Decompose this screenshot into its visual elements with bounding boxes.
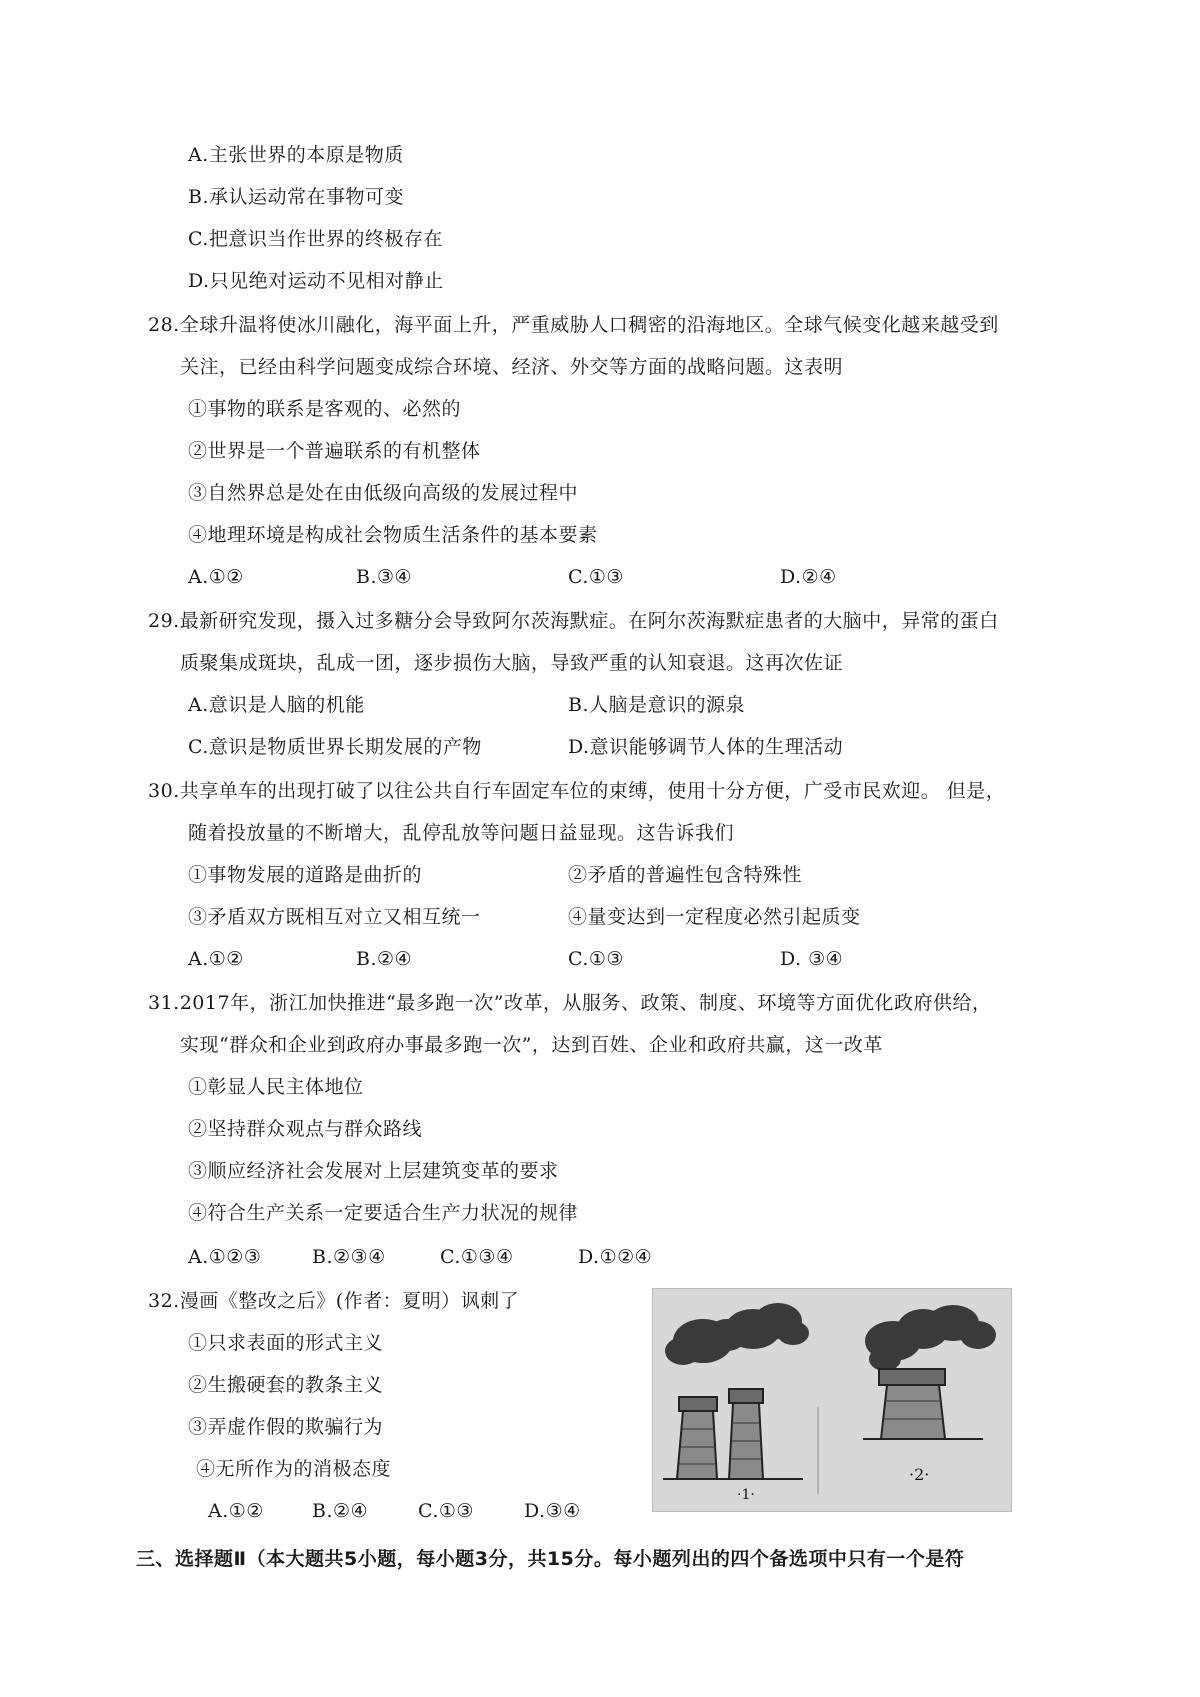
q30-choice-c: C.①③ [568, 948, 624, 970]
chimney-cartoon-illustration [653, 1289, 1011, 1511]
q28-stem-line1: 28.全球升温将使冰川融化，海平面上升，严重威胁人口稠密的沿海地区。全球气候变化越来越受到 [148, 314, 999, 336]
q31-choice-a: A.①②③ [188, 1246, 262, 1268]
q32-choice-d: D.③④ [524, 1500, 581, 1522]
section-heading: 三、选择题Ⅱ（本大题共5小题，每小题3分，共15分。每小题列出的四个备选项中只有一个是符 [136, 1548, 965, 1570]
q28-item-1: ①事物的联系是客观的、必然的 [188, 398, 462, 420]
cartoon-panel-2-label: ·2· [909, 1465, 930, 1484]
q28-item-3: ③自然界总是处在由低级向高级的发展过程中 [188, 482, 579, 504]
q28-choice-b: B.③④ [356, 566, 413, 588]
cartoon-image [652, 1288, 1012, 1512]
q32-item-1: ①只求表面的形式主义 [188, 1332, 384, 1354]
q32-stem: 32.漫画《整改之后》(作者：夏明）讽刺了 [148, 1290, 520, 1312]
q30-choice-d: D. ③④ [780, 948, 844, 970]
q27-option-d: D.只见绝对运动不见相对静止 [188, 270, 444, 292]
q31-item-3: ③顺应经济社会发展对上层建筑变革的要求 [188, 1160, 559, 1182]
q31-choice-d: D.①②④ [578, 1246, 653, 1268]
q31-item-2: ②坚持群众观点与群众路线 [188, 1118, 423, 1140]
q32-choice-c: C.①③ [418, 1500, 474, 1522]
q28-item-2: ②世界是一个普遍联系的有机整体 [188, 440, 481, 462]
q28-choice-c: C.①③ [568, 566, 624, 588]
q30-choice-a: A.①② [188, 948, 244, 970]
q30-item-1: ①事物发展的道路是曲折的 [188, 864, 423, 886]
q32-item-4: ④无所作为的消极态度 [196, 1458, 392, 1480]
q28-choice-d: D.②④ [780, 566, 837, 588]
q31-choice-c: C.①③④ [440, 1246, 514, 1268]
q32-item-3: ③弄虚作假的欺骗行为 [188, 1416, 384, 1438]
q31-item-1: ①彰显人民主体地位 [188, 1076, 364, 1098]
q30-item-2: ②矛盾的普遍性包含特殊性 [568, 864, 803, 886]
q27-option-a: A.主张世界的本原是物质 [188, 144, 404, 166]
q29-choice-d: D.意识能够调节人体的生理活动 [568, 736, 844, 758]
q31-stem-line2: 实现“群众和企业到政府办事最多跑一次”，达到百姓、企业和政府共赢，这一改革 [180, 1034, 883, 1056]
q30-item-4: ④量变达到一定程度必然引起质变 [568, 906, 861, 928]
q28-choice-a: A.①② [188, 566, 244, 588]
q29-stem-line2: 质聚集成斑块，乱成一团，逐步损伤大脑，导致严重的认知衰退。这再次佐证 [180, 652, 844, 674]
q27-option-b: B.承认运动常在事物可变 [188, 186, 405, 208]
q31-stem-line1: 31.2017年，浙江加快推进“最多跑一次”改革，从服务、政策、制度、环境等方面优化政府供给， [148, 992, 992, 1014]
q29-choice-a: A.意识是人脑的机能 [188, 694, 365, 716]
q28-item-4: ④地理环境是构成社会物质生活条件的基本要素 [188, 524, 598, 546]
q32-choice-b: B.②④ [312, 1500, 369, 1522]
q30-stem-line2: 随着投放量的不断增大，乱停乱放等问题日益显现。这告诉我们 [188, 822, 735, 844]
q31-item-4: ④符合生产关系一定要适合生产力状况的规律 [188, 1202, 579, 1224]
q29-choice-b: B.人脑是意识的源泉 [568, 694, 746, 716]
q27-option-c: C.把意识当作世界的终极存在 [188, 228, 443, 250]
cartoon-panel-1-label: ·1· [737, 1487, 755, 1503]
q32-item-2: ②生搬硬套的教条主义 [188, 1374, 384, 1396]
q32-choice-a: A.①② [208, 1500, 264, 1522]
q29-stem-line1: 29.最新研究发现，摄入过多糖分会导致阿尔茨海默症。在阿尔茨海默症患者的大脑中，异常的蛋白 [148, 610, 999, 632]
q30-choice-b: B.②④ [356, 948, 413, 970]
q29-choice-c: C.意识是物质世界长期发展的产物 [188, 736, 482, 758]
q30-stem-line1: 30.共享单车的出现打破了以往公共自行车固定车位的束缚，使用十分方便，广受市民欢迎。 但是， [148, 780, 1006, 802]
q30-item-3: ③矛盾双方既相互对立又相互统一 [188, 906, 481, 928]
q28-stem-line2: 关注，已经由科学问题变成综合环境、经济、外交等方面的战略问题。这表明 [180, 356, 844, 378]
q31-choice-b: B.②③④ [312, 1246, 386, 1268]
